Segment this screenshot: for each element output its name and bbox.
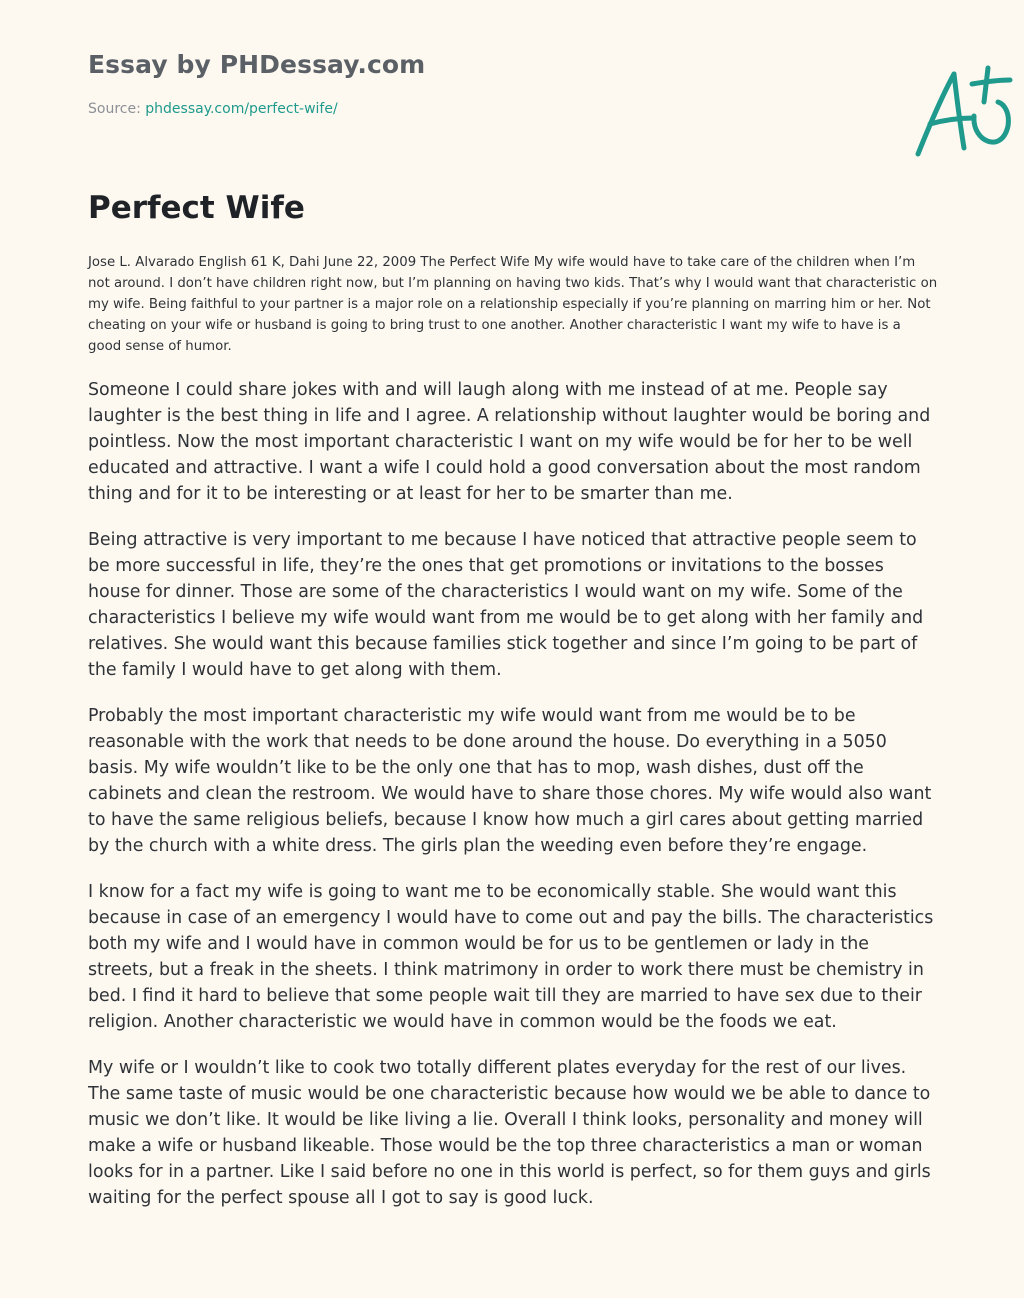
source-line bbox=[88, 101, 338, 117]
essay-paragraph-3: Probably the most important characteristic my wife would want from me would be to be reasonable with the work that needs to be done around the house. Do everything in a 5050 basis. My wife wouldn’t like to be the only one that has to mop, wash dishes, dust off the cabinets and clean the restroom. We would have to share those chores. My wife would also want to have the same religious beliefs, because I know how much a girl cares about getting married by the church with a white dress. The girls plan the weeding even before they’re engage. bbox=[88, 706, 932, 856]
essay-paragraph-2: Being attractive is very important to me because I have noticed that attractive people seem to be more successful in life, they’re the ones that get promotions or invitations to the bosses house for dinner. Those are some of the characteristics I would want on my wife. Some of the characteristics I believe my wife would want from me would be to get along with her family and relatives. She would want this because families stick together and since I’m going to be part of the family I would have to get along with them. bbox=[88, 530, 924, 680]
essay-body bbox=[88, 377, 938, 1250]
site-brand: Essay by PHDessay.com bbox=[88, 50, 426, 79]
source-link[interactable]: phdessay.com/perfect-wife/ bbox=[145, 101, 338, 117]
a-plus-logo-icon bbox=[910, 62, 1020, 162]
essay-intro: Jose L. Alvarado English 61 K, Dahi June 22, 2009 The Perfect Wife My wife would have to take care of the children when I’m not around. I don’t have children right now, but I’m planning on having two kids. That’s why I would want that characteristic on my wife. Being faithful to your partner is a major role on a relationship especially if you’re planning on marring him or her. Not cheating on your wife or husband is going to bring trust to one another. Another characteristic I want my wife to have is a good sense of humor. bbox=[88, 255, 938, 354]
essay-title: Perfect Wife bbox=[88, 190, 305, 226]
source-label: Source: bbox=[88, 101, 146, 117]
essay-paragraph-4: I know for a fact my wife is going to want me to be economically stable. She would want this because in case of an emergency I would have to come out and pay the bills. The characteristics both my wife and I would have in common would be for us to be gentlemen or lady in the streets, but a freak in the sheets. I think matrimony in order to work there must be chemistry in bed. I find it hard to believe that some people wait till they are married to have sex due to their religion. Another characteristic we would have in common would be the foods we eat. bbox=[88, 882, 934, 1032]
essay-paragraph-1: Someone I could share jokes with and will laugh along with me instead of at me. People say laughter is the best thing in life and I agree. A relationship without laughter would be boring and pointless. Now the most important characteristic I want on my wife would be for her to be well educated and attractive. I want a wife I could hold a good conversation about the most random thing and for it to be interesting or at least for her to be smarter than me. bbox=[88, 380, 931, 504]
essay-paragraph-5: My wife or I wouldn’t like to cook two totally different plates everyday for the rest of our lives. The same taste of music would be one characteristic because how would we be able to dance to music we don’t like. It would be like living a lie. Overall I think looks, personality and money will make a wife or husband likeable. Those would be the top three characteristics a man or woman looks for in a partner. Like I said before no one in this world is perfect, so for them guys and girls waiting for the perfect spouse all I got to say is good luck. bbox=[88, 1058, 931, 1208]
